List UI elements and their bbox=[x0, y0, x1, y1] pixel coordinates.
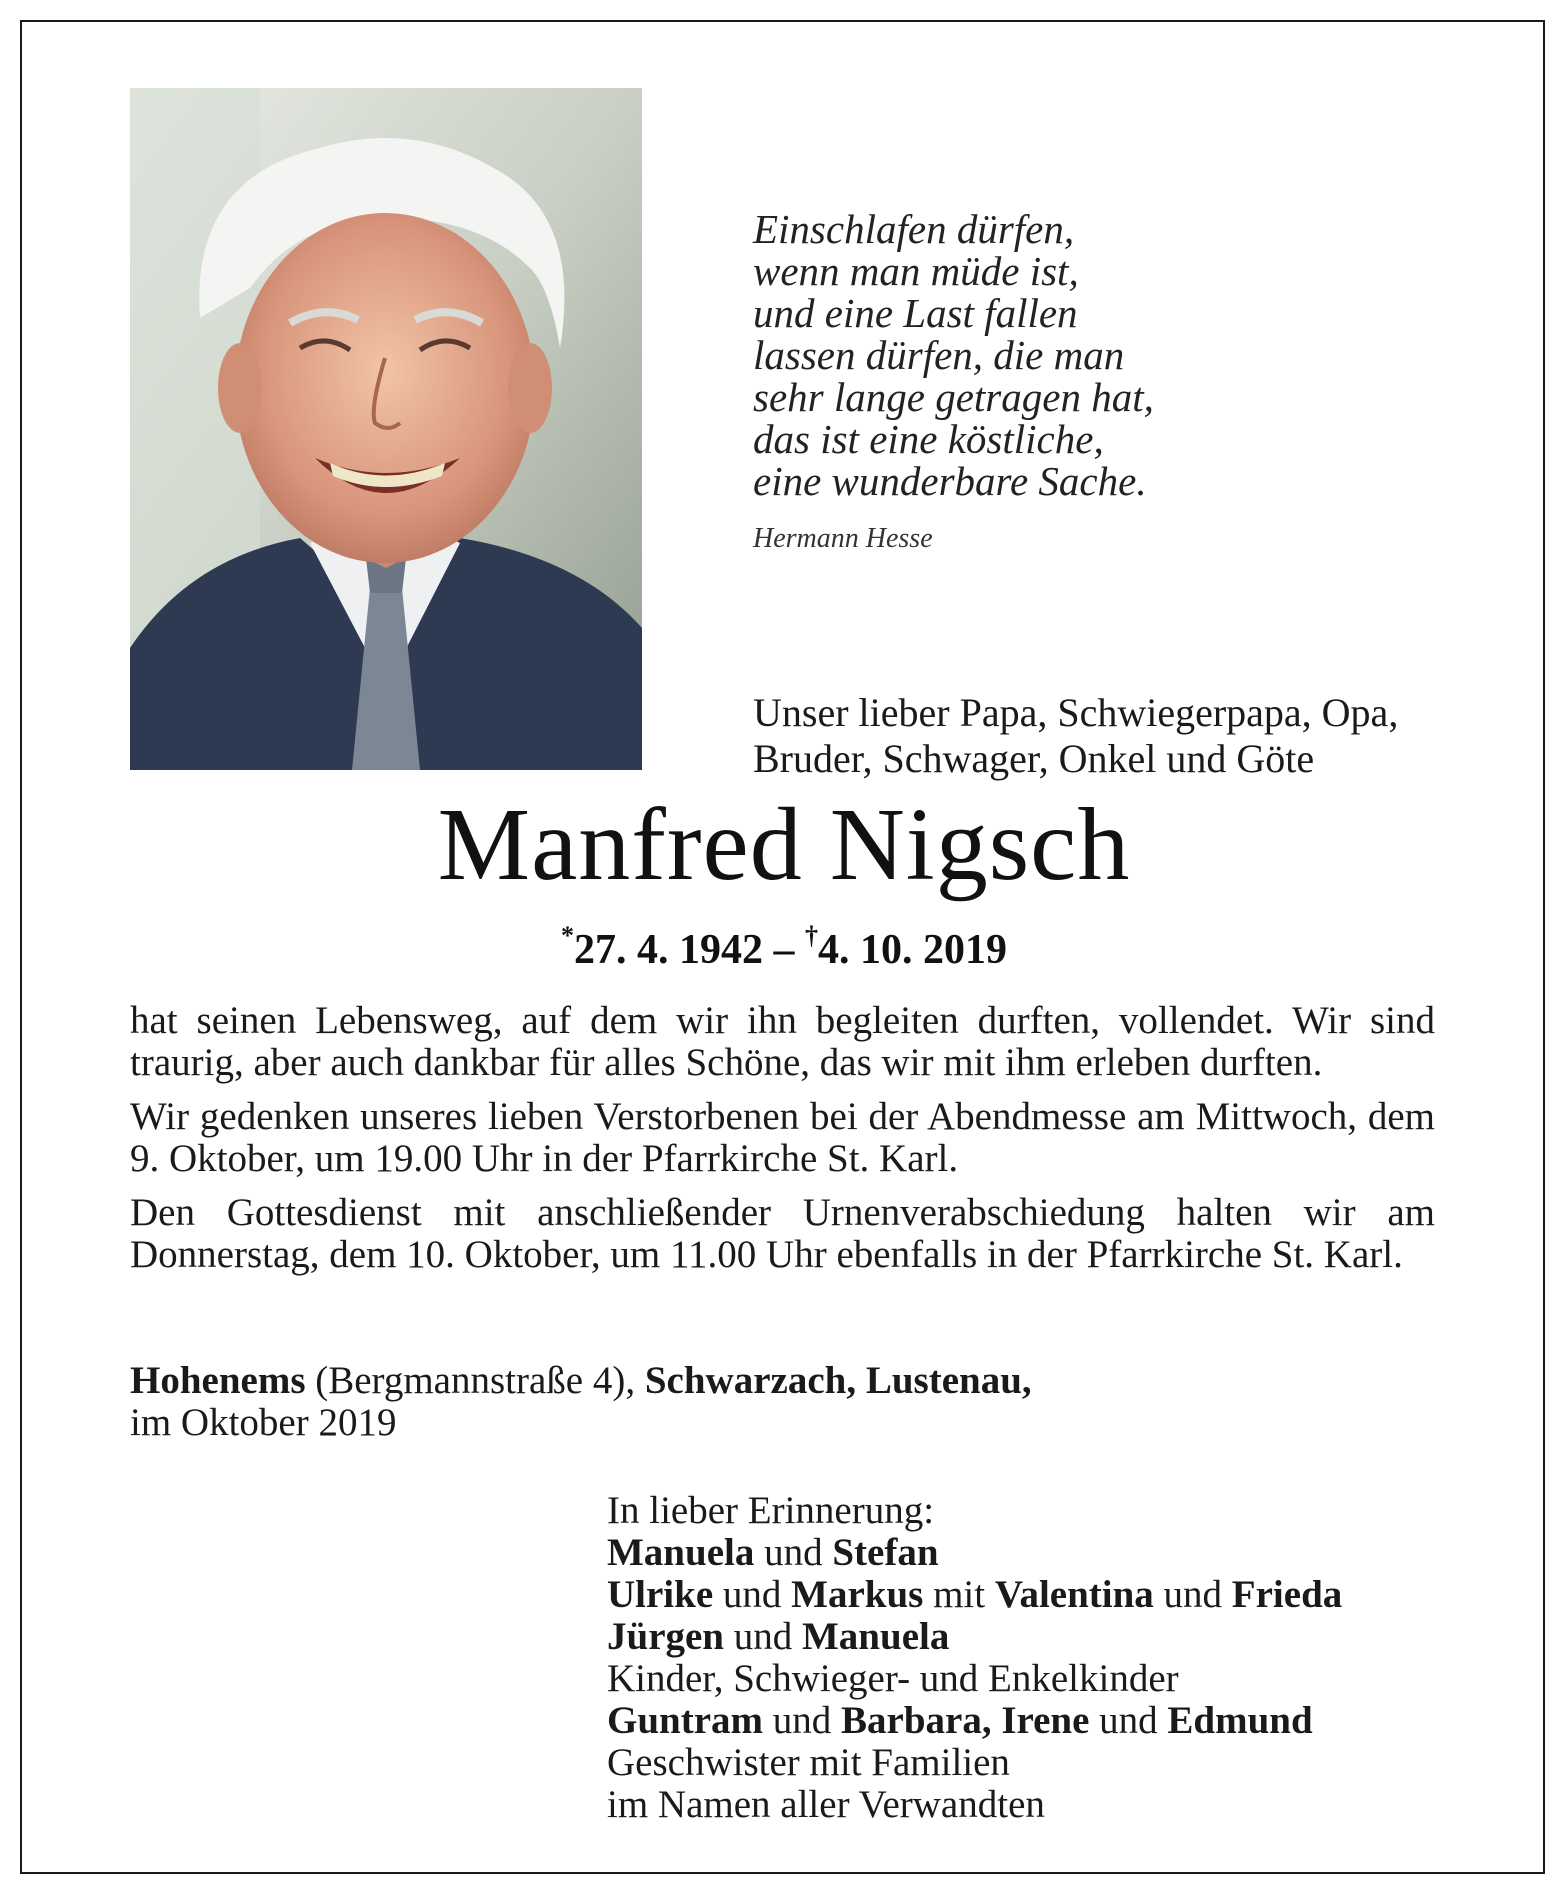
mourner-row bbox=[607, 1616, 1342, 1658]
connector: mit bbox=[923, 1573, 995, 1616]
body-paragraph: hat seinen Lebensweg, auf dem wir ihn begleiten durften, vollendet. Wir sind traurig, aber auch dankbar für alles Schöne, das wir mit ihm erleben durften. bbox=[130, 999, 1435, 1084]
quote-line: und eine Last fallen bbox=[753, 290, 1078, 336]
birth-date: 27. 4. 1942 bbox=[574, 927, 763, 973]
mourner-name: Jürgen bbox=[607, 1615, 724, 1658]
place-and-date bbox=[130, 1360, 1032, 1444]
connector: und bbox=[763, 1699, 841, 1742]
portrait-photo bbox=[130, 88, 642, 770]
connector: und bbox=[713, 1573, 792, 1616]
mourner-name: Edmund bbox=[1167, 1699, 1313, 1742]
intro-line: Unser lieber Papa, Schwiegerpapa, Opa, bbox=[753, 690, 1399, 735]
death-date: 4. 10. 2019 bbox=[818, 927, 1007, 973]
mourner-row bbox=[607, 1532, 1342, 1574]
announcement-body bbox=[130, 1000, 1435, 1288]
signoff-heading: In lieber Erinnerung: bbox=[607, 1489, 935, 1532]
quote-line: Einschlafen dürfen, bbox=[753, 206, 1075, 252]
place-others: Schwarzach, Lustenau, bbox=[644, 1359, 1032, 1402]
mourners-signoff bbox=[607, 1490, 1342, 1826]
mourner-row bbox=[607, 1700, 1342, 1742]
quote-line: wenn man müde ist, bbox=[753, 248, 1079, 294]
mourner-name: Stefan bbox=[832, 1531, 939, 1574]
death-symbol: † bbox=[805, 921, 818, 950]
place-address: (Bergmannstraße 4), bbox=[305, 1359, 645, 1402]
connector: und bbox=[1153, 1573, 1232, 1616]
deceased-name: Manfred Nigsch bbox=[437, 787, 1131, 902]
mourner-name: Valentina bbox=[994, 1573, 1154, 1616]
connector: und bbox=[1089, 1699, 1168, 1742]
place-date: im Oktober 2019 bbox=[130, 1401, 397, 1444]
body-paragraph: Den Gottesdienst mit anschließender Urnenverabschiedung halten wir am Donnerstag, dem 10. Oktober, um 11.00 Uhr ebenfalls in der Pfarrkirche St. Karl. bbox=[130, 1191, 1435, 1276]
quote-line: sehr lange getragen hat, bbox=[753, 374, 1154, 420]
birth-symbol: * bbox=[561, 921, 574, 950]
place-city: Hohenems bbox=[130, 1359, 306, 1402]
date-separator: – bbox=[773, 927, 795, 973]
mourner-group-label: Kinder, Schwieger- und Enkelkinder bbox=[607, 1657, 1179, 1700]
poem-quote bbox=[753, 208, 1154, 560]
mourner-group-label: im Namen aller Verwandten bbox=[607, 1783, 1045, 1826]
body-paragraph: Wir gedenken unseres lieben Verstorbenen bei der Abendmesse am Mittwoch, dem 9. Oktober, um 19.00 Uhr in der Pfarrkirche St. Karl. bbox=[130, 1095, 1435, 1180]
mourner-name: Manuela bbox=[607, 1531, 755, 1574]
quote-author: Hermann Hesse bbox=[753, 523, 933, 554]
quote-line: das ist eine köstliche, bbox=[753, 416, 1104, 462]
mourner-group-label: Geschwister mit Familien bbox=[607, 1741, 1010, 1784]
quote-line: eine wunderbare Sache. bbox=[753, 458, 1147, 504]
mourner-name: Barbara, Irene bbox=[841, 1699, 1090, 1742]
connector: und bbox=[754, 1531, 833, 1574]
connector: und bbox=[724, 1615, 802, 1658]
mourner-name: Manuela bbox=[802, 1615, 950, 1658]
place-line bbox=[130, 1360, 1032, 1402]
life-dates bbox=[0, 915, 1568, 975]
mourner-name: Frieda bbox=[1231, 1573, 1343, 1616]
quote-line: lassen dürfen, die man bbox=[753, 332, 1125, 378]
mourner-name: Guntram bbox=[607, 1699, 763, 1742]
mourner-name: Markus bbox=[791, 1573, 924, 1616]
mourner-name: Ulrike bbox=[607, 1573, 714, 1616]
intro-text bbox=[753, 690, 1398, 782]
intro-line: Bruder, Schwager, Onkel und Göte bbox=[753, 736, 1315, 781]
mourner-row bbox=[607, 1574, 1342, 1616]
